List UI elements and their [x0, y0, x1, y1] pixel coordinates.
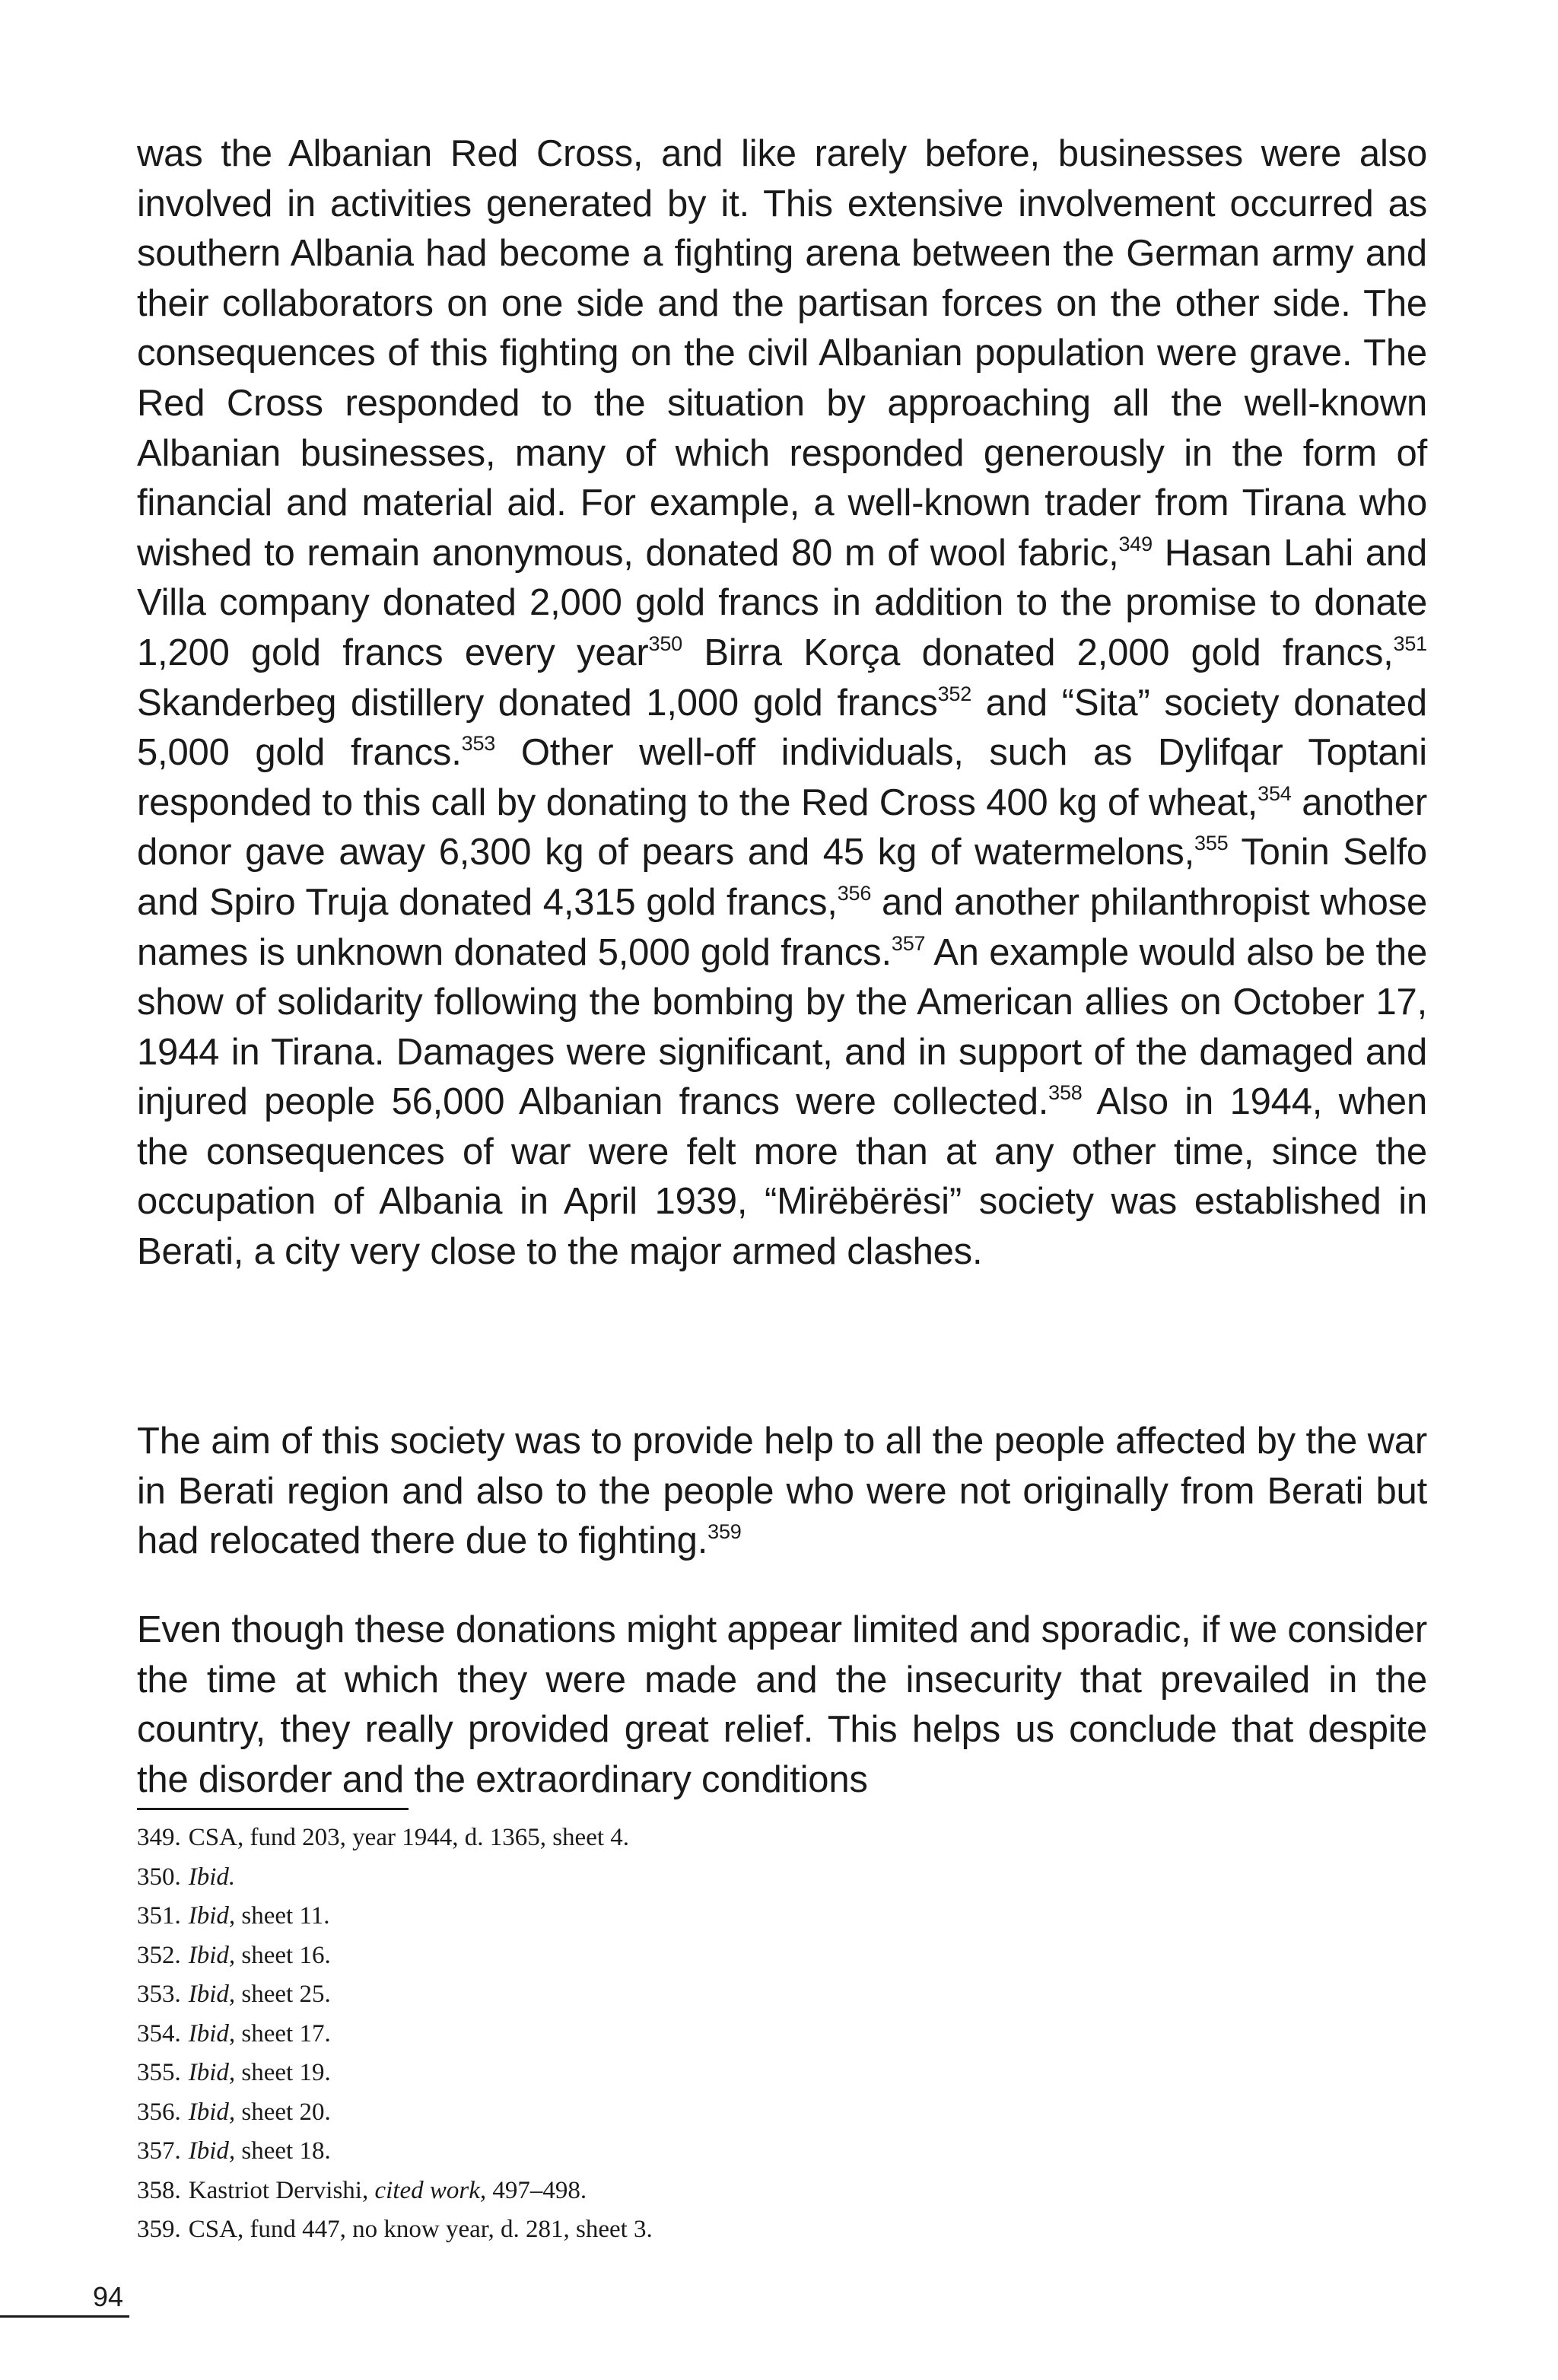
text-run: and another philanthropist whose names is unknown donated 5,000 gold francs.: [137, 881, 1427, 973]
footnote-item: [137, 1818, 1278, 1858]
footnote-number: 356.: [137, 2098, 181, 2126]
footnote-text: sheet 17.: [235, 2019, 331, 2048]
footnote-reference[interactable]: 356: [837, 881, 872, 905]
text-run: was the Albanian Red Cross, and like rarely before, businesses were also involved in activities generated by it. This extensive involvement occurred as southern Albania had become a fighting arena between the German army and their collaborators on one side and the partisan forces on the other side. The consequences of this fighting on the civil Albanian population were grave. The Red Cross responded to the situation by approaching all the well-known Albanian businesses, many of which responded generously in the form of financial and material aid. For example, a well-known trader from Tirana who wished to remain anonymous, donated 80 m of wool fabric,: [137, 133, 1427, 574]
footnote-item: [137, 2210, 1278, 2250]
footnote-number: 355.: [137, 2059, 181, 2086]
text-run: Tonin Selfo and Spiro Truja donated 4,315 gold francs,: [137, 832, 1427, 923]
footnote-reference[interactable]: 359: [707, 1520, 742, 1544]
footnote-text: sheet 11.: [235, 1902, 330, 1930]
footnote-item: [137, 2054, 1278, 2093]
footnote-reference[interactable]: 357: [891, 931, 926, 955]
footnote-text: sheet 16.: [235, 1941, 331, 1969]
footnote-reference[interactable]: 358: [1048, 1081, 1083, 1105]
footnotes-list: [137, 1818, 1278, 2250]
footnote-number: 358.: [137, 2176, 181, 2204]
footnote-text: Ibid,: [188, 2137, 236, 2165]
footnote-reference[interactable]: 354: [1258, 781, 1292, 805]
footnote-reference[interactable]: 351: [1393, 632, 1427, 655]
footnote-text: Ibid,: [188, 1981, 236, 2008]
footnote-text: 497–498.: [486, 2176, 587, 2204]
footnote-number: 357.: [137, 2137, 181, 2165]
footnote-separator: [137, 1808, 409, 1810]
body-paragraph-3: [137, 1605, 1427, 1805]
footnote-number: 353.: [137, 1981, 181, 2008]
text-run: An example would also be the show of solidarity following the bombing by the American allies on October 17, 1944 in Tirana. Damages were significant, and in support of the damaged and injured people 56,000 Albanian francs were collected.: [137, 931, 1427, 1123]
body-paragraph-1: [137, 129, 1427, 1278]
footnote-number: 354.: [137, 2019, 181, 2048]
text-run: and “Sita” society donated 5,000 gold francs.: [137, 682, 1427, 774]
footnote-text: Ibid,: [188, 2059, 236, 2086]
footnote-text: sheet 19.: [235, 2059, 331, 2086]
text-run: Hasan Lahi and Villa company donated 2,000 gold francs in addition to the promise to donate 1,200 gold francs every year: [137, 532, 1427, 673]
footnote-text: Ibid,: [188, 2019, 236, 2048]
footnote-item: [137, 1975, 1278, 2015]
footnote-item: [137, 1936, 1278, 1976]
text-run: Other well-off individuals, such as Dylifqar Toptani responded to this call by donating to the Red Cross 400 kg of wheat,: [137, 732, 1427, 823]
footnote-item: [137, 1858, 1278, 1898]
footnote-reference[interactable]: 349: [1118, 532, 1153, 555]
text-run: Even though these donations might appear limited and sporadic, if we consider the time at which they were made and the insecurity that prevailed in the country, they really provided great relief. This helps us conclude that despite the disorder and the extraordinary conditions: [137, 1609, 1427, 1800]
footnote-text: CSA, fund 203, year 1944, d. 1365, sheet 4.: [188, 1824, 630, 1851]
page-number: 94: [93, 2281, 124, 2312]
footnote-reference[interactable]: 355: [1194, 832, 1229, 855]
footnote-text: Ibid,: [188, 2098, 236, 2126]
text-run: Skanderbeg distillery donated 1,000 gold francs: [137, 682, 938, 724]
text-run: another donor gave away 6,300 kg of pears and 45 kg of watermelons,: [137, 781, 1427, 873]
footnote-text: CSA, fund 447, no know year, d. 281, sheet 3.: [188, 2216, 653, 2243]
footnote-text: sheet 18.: [235, 2137, 331, 2165]
footnote-text: Ibid.: [188, 1863, 236, 1891]
body-paragraph-2: [137, 1417, 1427, 1567]
footnote-reference[interactable]: 353: [461, 732, 496, 756]
footnote-text: Ibid,: [188, 1941, 236, 1969]
footnote-text: sheet 25.: [235, 1981, 331, 2008]
page-number-rule: [0, 2315, 129, 2318]
footnote-number: 349.: [137, 1824, 181, 1851]
footnote-item: [137, 2015, 1278, 2054]
footnote-item: [137, 2172, 1278, 2211]
footnote-item: [137, 1897, 1278, 1936]
footnote-item: [137, 2132, 1278, 2172]
text-run: Also in 1944, when the consequences of war were felt more than at any other time, since the occupation of Albania in April 1939, “Mirëbërësi” society was established in Berati, a city very close to the major armed clashes.: [137, 1081, 1428, 1273]
footnote-number: 352.: [137, 1941, 181, 1969]
footnote-text: cited work,: [374, 2176, 487, 2204]
footnote-reference[interactable]: 352: [937, 682, 972, 705]
footnote-text: Kastriot Dervishi,: [188, 2176, 375, 2204]
text-run: Birra Korça donated 2,000 gold francs,: [682, 632, 1394, 673]
footnote-number: 351.: [137, 1902, 181, 1930]
footnote-number: 350.: [137, 1863, 181, 1891]
footnote-number: 359.: [137, 2216, 181, 2243]
text-run: The aim of this society was to provide help to all the people affected by the war in Berati region and also to the people who were not originally from Berati but had relocated there due to fighting.: [137, 1421, 1427, 1562]
footnote-text: Ibid,: [188, 1902, 236, 1930]
footnote-item: [137, 2093, 1278, 2133]
footnote-text: sheet 20.: [235, 2098, 331, 2126]
footnote-reference[interactable]: 350: [648, 632, 682, 655]
